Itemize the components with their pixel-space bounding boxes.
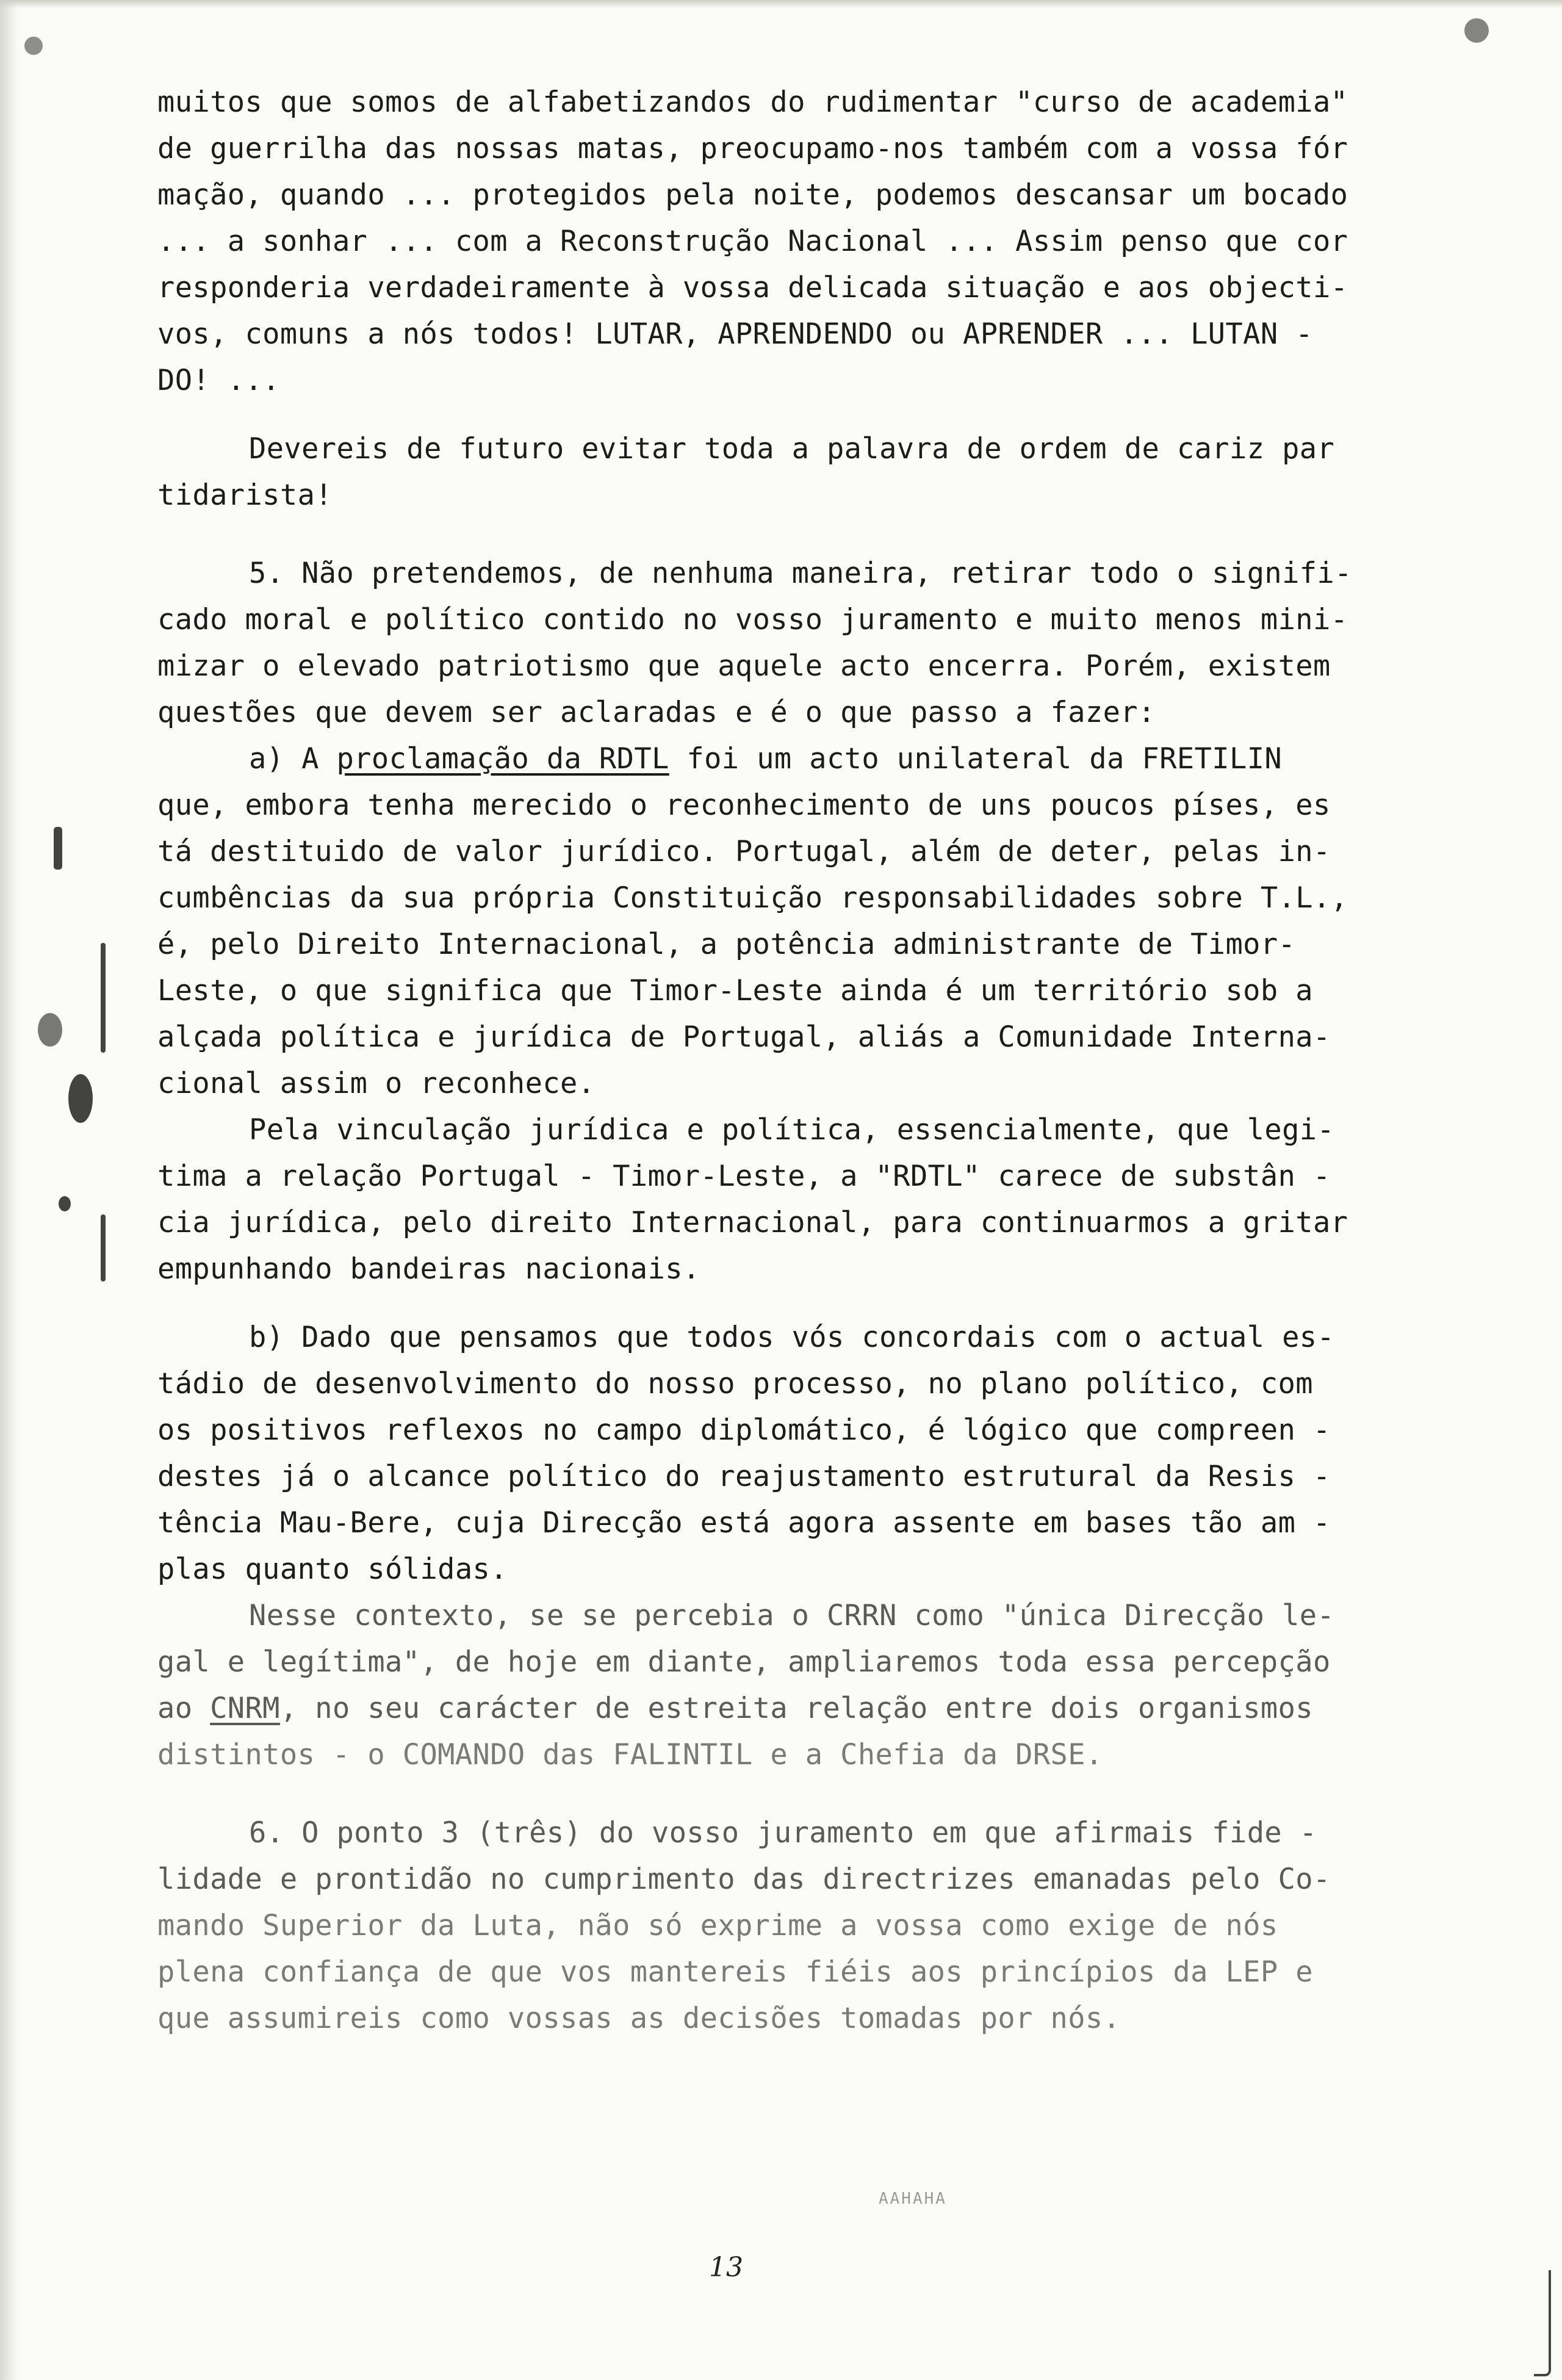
text-line: ... a sonhar ... com a Reconstrução Nacional ... Assim penso que cor	[157, 225, 1348, 258]
text-line: vos, comuns a nós todos! LUTAR, APRENDENDO ou APRENDER ... LUTAN -	[157, 317, 1313, 351]
text-line: cional assim o reconhece.	[157, 1067, 596, 1100]
text-line: muitos que somos de alfabetizandos do rudimentar "curso de academia"	[157, 85, 1348, 119]
text-line: DO! ...	[157, 364, 280, 397]
text-line: mando Superior da Luta, não só exprime a vossa como exige de nós	[157, 1909, 1278, 1942]
text-line: 5. Não pretendemos, de nenhuma maneira, retirar todo o signifi-	[249, 557, 1352, 590]
text-line: mação, quando ... protegidos pela noite, podemos descansar um bocado	[157, 178, 1348, 212]
page-number: 13	[709, 2252, 743, 2283]
text-line: Leste, o que significa que Timor-Leste ainda é um território sob a	[157, 974, 1313, 1008]
text-line: empunhando bandeiras nacionais.	[157, 1252, 700, 1286]
scan-smudge	[59, 1196, 71, 1211]
scan-edge-top	[0, 0, 1562, 9]
text-run: a) A	[249, 742, 337, 776]
underlined-term: proclamação da RDTL	[336, 742, 669, 776]
scan-smudge	[1464, 18, 1489, 43]
text-line: que, embora tenha merecido o reconhecimento de uns poucos píses, es	[157, 788, 1331, 822]
underlined-term: CNRM	[210, 1692, 280, 1725]
text-line: tima a relação Portugal - Timor-Leste, a "RDTL" carece de substân -	[157, 1159, 1331, 1193]
scan-smudge	[101, 943, 106, 1053]
text-line: gal e legítima", de hoje em diante, ampliaremos toda essa percepção	[157, 1645, 1331, 1679]
text-line: cado moral e político contido no vosso juramento e muito menos mini-	[157, 603, 1348, 636]
text-line: Nesse contexto, se se percebia o CRRN como "única Direcção le-	[249, 1599, 1335, 1632]
margin-bracket	[1534, 2270, 1551, 2376]
scan-edge-left	[0, 0, 18, 2380]
text-run: , no seu carácter de estreita relação entre dois organismos	[279, 1692, 1313, 1725]
text-line: questões que devem ser aclaradas e é o que passo a fazer:	[157, 696, 1156, 729]
scan-smudge	[68, 1074, 93, 1123]
text-line: lidade e prontidão no cumprimento das directrizes emanadas pelo Co-	[157, 1863, 1331, 1896]
text-line: é, pelo Direito Internacional, a potência administrante de Timor-	[157, 928, 1296, 961]
scan-smudge	[38, 1013, 62, 1047]
scan-smudge	[101, 1214, 106, 1282]
text-line: Pela vinculação jurídica e política, essencialmente, que legi-	[249, 1113, 1335, 1147]
footer-mark: AAHAHA	[879, 2190, 947, 2208]
text-line: cia jurídica, pelo direito Internacional, para continuarmos a gritar	[157, 1206, 1348, 1239]
text-line: tência Mau-Bere, cuja Direcção está agora assente em bases tão am -	[157, 1506, 1331, 1540]
scan-smudge	[24, 37, 43, 55]
text-line: de guerrilha das nossas matas, preocupamo-nos também com a vossa fór	[157, 132, 1348, 165]
text-line: destes já o alcance político do reajustamento estrutural da Resis -	[157, 1460, 1331, 1493]
text-line: os positivos reflexos no campo diplomático, é lógico que compreen -	[157, 1413, 1331, 1447]
text-line: responderia verdadeiramente à vossa delicada situação e aos objecti-	[157, 271, 1348, 305]
text-line	[157, 736, 1445, 782]
text-line: tá destituido de valor jurídico. Portugal, além de deter, pelas in-	[157, 835, 1331, 868]
text-line: 6. O ponto 3 (três) do vosso juramento em que afirmais fide -	[249, 1816, 1317, 1850]
text-line: plena confiança de que vos mantereis fiéis aos princípios da LEP e	[157, 1955, 1313, 1989]
text-line: b) Dado que pensamos que todos vós concordais com o actual es-	[249, 1321, 1335, 1354]
text-line: distintos - o COMANDO das FALINTIL e a Chefia da DRSE.	[157, 1738, 1103, 1772]
text-line: plas quanto sólidas.	[157, 1552, 508, 1586]
text-line: mizar o elevado patriotismo que aquele acto encerra. Porém, existem	[157, 649, 1331, 683]
text-line: tádio de desenvolvimento do nosso processo, no plano político, com	[157, 1367, 1313, 1401]
text-line: alçada política e jurídica de Portugal, aliás a Comunidade Interna-	[157, 1020, 1331, 1054]
text-line: cumbências da sua própria Constituição responsabilidades sobre T.L.,	[157, 881, 1348, 915]
text-line	[157, 1686, 1445, 1732]
text-line: tidarista!	[157, 478, 333, 512]
text-line: Devereis de futuro evitar toda a palavra de ordem de cariz par	[249, 432, 1335, 466]
text-line: que assumireis como vossas as decisões tomadas por nós.	[157, 2002, 1121, 2035]
scan-smudge	[54, 827, 62, 870]
document-body	[157, 79, 1445, 2042]
text-run: foi um acto unilateral da FRETILIN	[669, 742, 1283, 776]
text-run: ao	[157, 1692, 211, 1725]
